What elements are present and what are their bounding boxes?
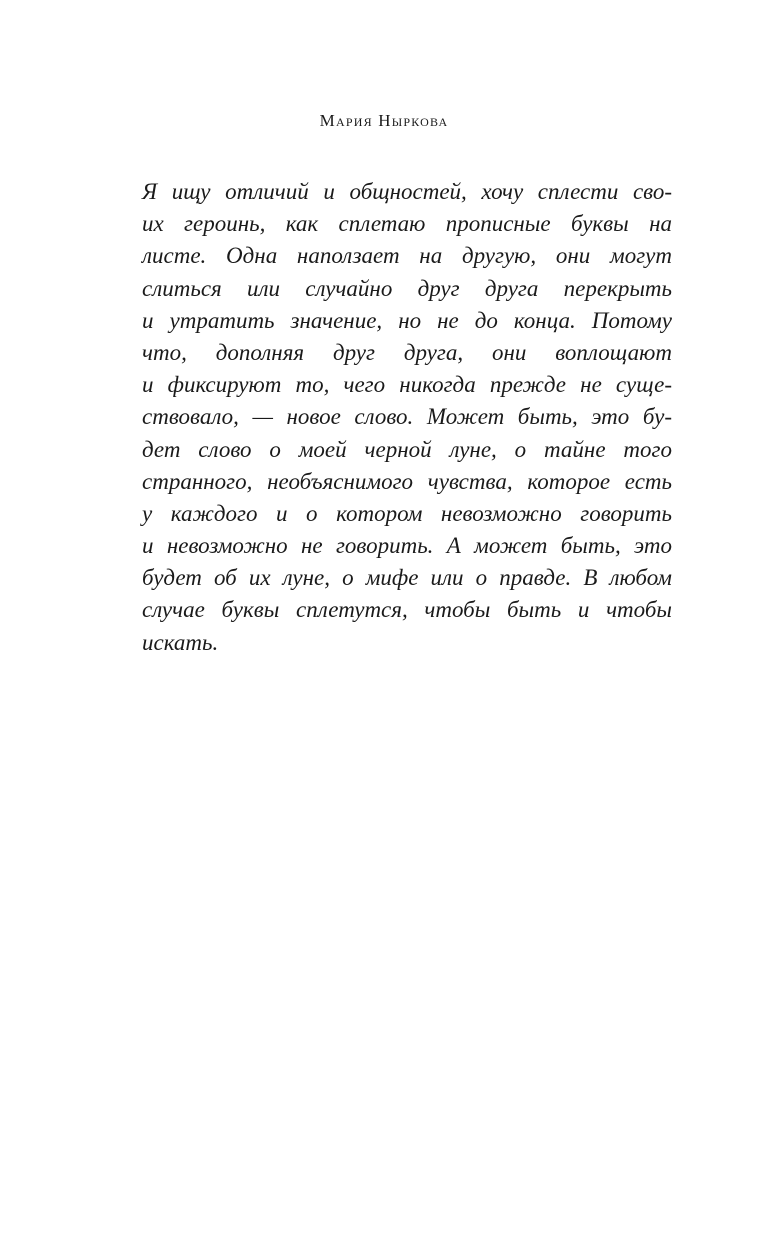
text-line: странного, необъяснимого чувства, которое есть [142,468,672,494]
text-line: случае буквы сплетутся, чтобы быть и чтобы [142,597,672,623]
text-line: и утратить значение, но не до конца. Потому [142,307,672,333]
text-line-last: искать. [142,629,219,655]
text-line: что, дополняя друг друга, они воплощают [142,339,672,365]
text-line: слиться или случайно друг друга перекрыть [142,275,672,301]
text-line: будет об их луне, о мифе или о правде. В любом [142,565,672,591]
text-line: ствовало, — новое слово. Может быть, это бу- [142,404,672,430]
text-line: Я ищу отличий и общностей, хочу сплести сво- [142,179,672,204]
text-line: их героинь, как сплетаю прописные буквы на [142,211,672,237]
body-paragraph [142,176,672,659]
text-line: и фиксируют то, чего никогда прежде не суще- [142,372,672,398]
text-line: листе. Одна наползает на другую, они могут [142,243,672,269]
text-line: у каждого и о котором невозможно говорить [142,500,672,526]
text-line: дет слово о моей черной луне, о тайне того [142,436,672,462]
text-line: и невозможно не говорить. А может быть, это [142,533,672,559]
running-head-author: Мария Ныркова [319,111,449,130]
